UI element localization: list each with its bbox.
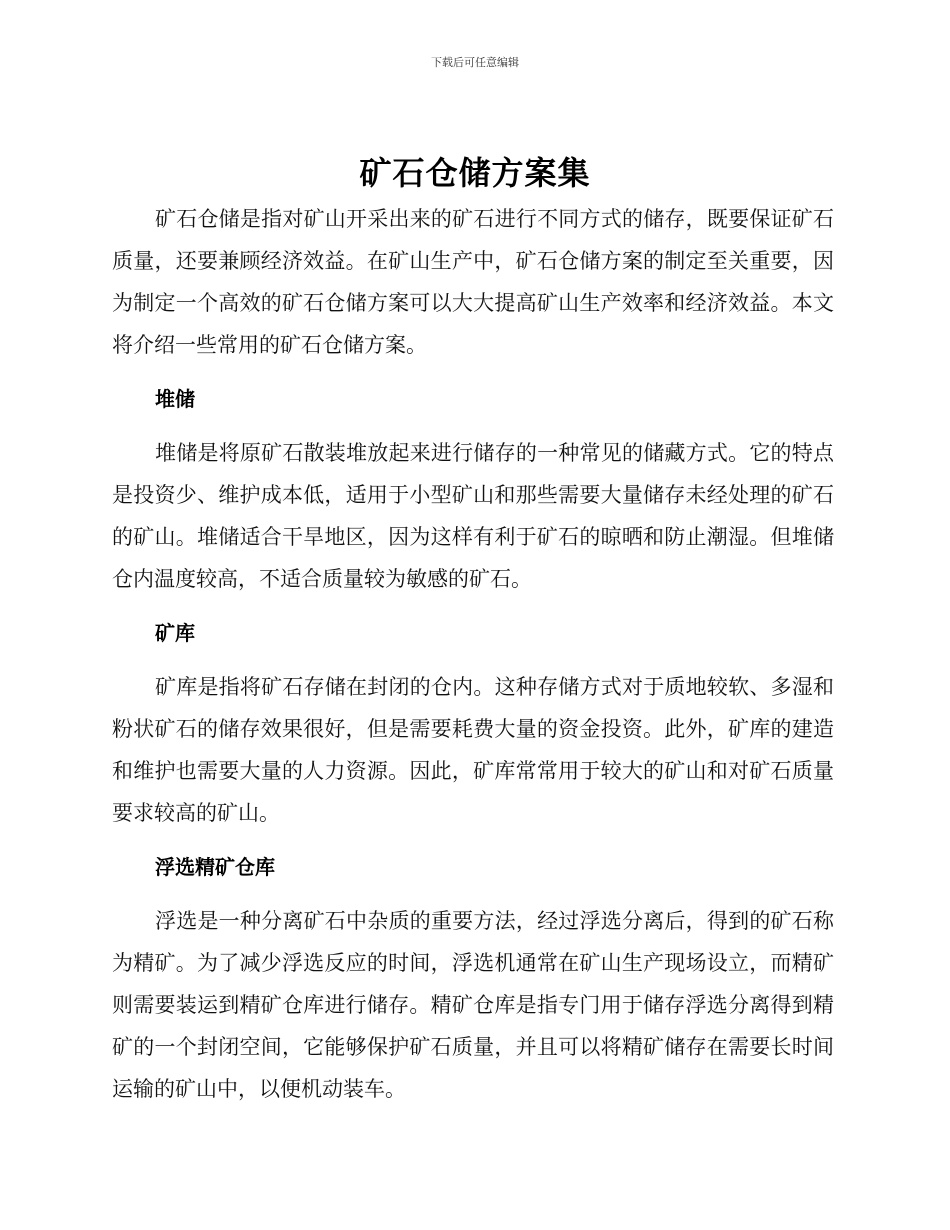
section-body-flotation-warehouse: 浮选是一种分离矿石中杂质的重要方法，经过浮选分离后，得到的矿石称为精矿。为了减少浮选反应的时间，浮选机通常在矿山生产现场设立，而精矿则需要装运到精矿仓库进行储存。精矿仓库是指专门用于储存浮选分离得到精矿的一个封闭空间，它能够保护矿石质量，并且可以将精矿储存在需要长时间运输的矿山中，以便机动装车。: [112, 909, 834, 1101]
document-title: 矿石仓储方案集: [359, 154, 591, 192]
section-body-stockpile: 堆储是将原矿石散装堆放起来进行储存的一种常见的储藏方式。它的特点是投资少、维护成本低，适用于小型矿山和那些需要大量储存未经处理的矿石的矿山。堆储适合干旱地区，因为这样有利于矿石的晾晒和防止潮湿。但堆储仓内温度较高，不适合质量较为敏感的矿石。: [112, 441, 834, 591]
document-body: [112, 198, 834, 1110]
section-heading-stockpile: 堆储: [155, 387, 195, 411]
intro-paragraph: 矿石仓储是指对矿山开采出来的矿石进行不同方式的储存，既要保证矿石质量，还要兼顾经济效益。在矿山生产中，矿石仓储方案的制定至关重要，因为制定一个高效的矿石仓储方案可以大大提高矿山生产效率和经济效益。本文将介绍一些常用的矿石仓储方案。: [112, 207, 834, 357]
header-note: 下载后可任意编辑: [431, 56, 519, 69]
section-heading-flotation-warehouse: 浮选精矿仓库: [155, 855, 275, 879]
section-heading-ore-warehouse: 矿库: [155, 621, 195, 645]
section-body-ore-warehouse: 矿库是指将矿石存储在封闭的仓内。这种存储方式对于质地较软、多湿和粉状矿石的储存效果很好，但是需要耗费大量的资金投资。此外，矿库的建造和维护也需要大量的人力资源。因此，矿库常常用于较大的矿山和对矿石质量要求较高的矿山。: [112, 675, 834, 825]
